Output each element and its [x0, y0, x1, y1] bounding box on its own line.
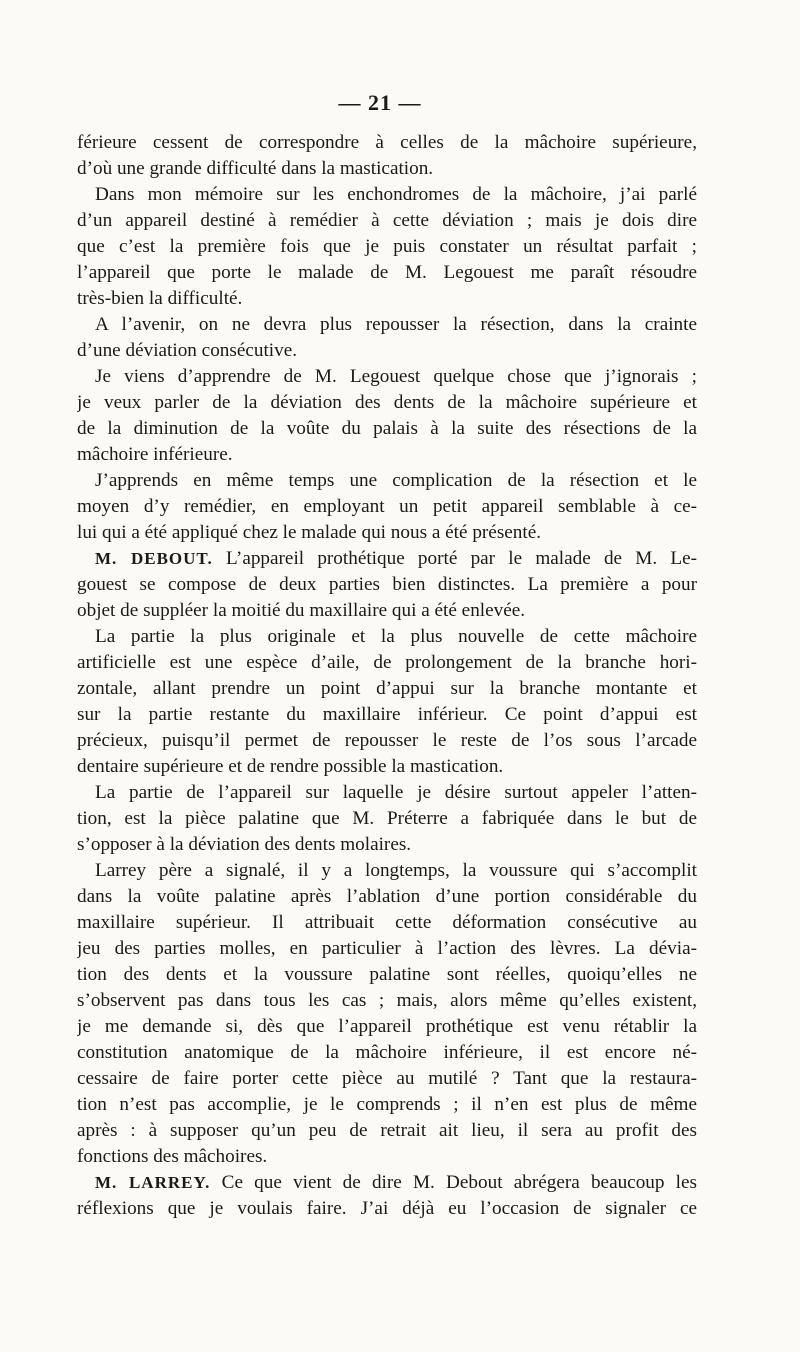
line-text: férieure cessent de correspondre à celles de la mâchoire supérieure, — [77, 132, 697, 153]
line-text: J’apprends en même temps une complication de la résection et le — [95, 470, 697, 491]
line-text: tion, est la pièce palatine que M. Préterre a fabriquée dans le but de — [77, 808, 697, 829]
text-line — [77, 1040, 697, 1066]
text-line — [77, 494, 697, 520]
line-text: artificielle est une espèce d’aile, de prolongement de la branche hori- — [77, 652, 697, 673]
line-text: fonctions des mâchoires. — [77, 1146, 268, 1167]
text-line — [77, 1014, 697, 1040]
line-text: dans la voûte palatine après l’ablation d’une portion considérable du — [77, 886, 697, 907]
page-number: — 21 — — [338, 90, 422, 115]
line-text: mâchoire inférieure. — [77, 444, 233, 465]
line-text: Je viens d’apprendre de M. Legouest quelque chose que j’ignorais ; — [95, 366, 697, 387]
text-line — [77, 1196, 697, 1222]
text-line — [77, 1170, 697, 1196]
text-line — [77, 884, 697, 910]
line-text: d’un appareil destiné à remédier à cette déviation ; mais je dois dire — [77, 210, 697, 231]
line-text: je me demande si, dès que l’appareil prothétique est venu rétablir la — [77, 1016, 697, 1037]
speaker-name: M. DEBOUT. — [95, 549, 213, 568]
text-line — [77, 364, 697, 390]
line-text: de la diminution de la voûte du palais à la suite des résections de la — [77, 418, 697, 439]
line-text: d’où une grande difficulté dans la mastication. — [77, 158, 434, 179]
line-text: L’appareil prothétique porté par le malade de M. Le- — [225, 548, 697, 569]
line-text: constitution anatomique de la mâchoire inférieure, il est encore né- — [77, 1042, 697, 1063]
text-line — [77, 182, 697, 208]
text-line — [77, 1092, 697, 1118]
text-line — [77, 936, 697, 962]
text-line — [77, 312, 697, 338]
text-line — [77, 416, 697, 442]
text-line — [77, 754, 697, 780]
line-text: je veux parler de la déviation des dents de la mâchoire supérieure et — [77, 392, 697, 413]
line-text: moyen d’y remédier, en employant un petit appareil semblable à ce- — [77, 496, 697, 517]
text-line — [77, 676, 697, 702]
line-text: que c’est la première fois que je puis constater un résultat parfait ; — [77, 236, 697, 257]
line-text: objet de suppléer la moitié du maxillaire qui a été enlevée. — [77, 600, 526, 621]
line-text: après : à supposer qu’un peu de retrait ait lieu, il sera au profit des — [77, 1120, 697, 1141]
line-text: La partie la plus originale et la plus nouvelle de cette mâchoire — [95, 626, 697, 647]
text-line — [77, 598, 697, 624]
text-line — [77, 1144, 697, 1170]
text-line — [77, 546, 697, 572]
line-text: A l’avenir, on ne devra plus repousser la résection, dans la crainte — [95, 314, 697, 335]
line-text: Larrey père a signalé, il y a longtemps, la voussure qui s’accomplit — [95, 860, 697, 881]
text-line — [77, 260, 697, 286]
line-text: La partie de l’appareil sur laquelle je désire surtout appeler l’atten- — [95, 782, 697, 803]
text-line — [77, 156, 697, 182]
line-text: s’observent pas dans tous les cas ; mais, alors même qu’elles existent, — [77, 990, 697, 1011]
line-text: cessaire de faire porter cette pièce au mutilé ? Tant que la restaura- — [77, 1068, 697, 1089]
line-text: lui qui a été appliqué chez le malade qui nous a été présenté. — [77, 522, 542, 543]
body-text — [77, 130, 697, 1222]
line-text: d’une déviation consécutive. — [77, 340, 298, 361]
text-line — [77, 572, 697, 598]
text-line — [77, 910, 697, 936]
line-text: Ce que vient de dire M. Debout abrégera beaucoup les — [221, 1172, 697, 1193]
text-line — [77, 780, 697, 806]
line-text: très-bien la difficulté. — [77, 288, 243, 309]
text-line — [77, 234, 697, 260]
text-line — [77, 624, 697, 650]
text-line — [77, 832, 697, 858]
text-line — [77, 442, 697, 468]
line-text: tion des dents et la voussure palatine sont réelles, quoiqu’elles ne — [77, 964, 697, 985]
text-line — [77, 338, 697, 364]
line-text: l’appareil que porte le malade de M. Legouest me paraît résoudre — [77, 262, 697, 283]
line-text: précieux, puisqu’il permet de repousser le reste de l’os sous l’arcade — [77, 730, 697, 751]
line-text: dentaire supérieure et de rendre possible la mastication. — [77, 756, 504, 777]
text-line — [77, 1118, 697, 1144]
text-line — [77, 1066, 697, 1092]
text-line — [77, 286, 697, 312]
line-text: maxillaire supérieur. Il attribuait cette déformation consécutive au — [77, 912, 697, 933]
text-line — [77, 962, 697, 988]
text-line — [77, 702, 697, 728]
line-text: zontale, allant prendre un point d’appui sur la branche montante et — [77, 678, 697, 699]
line-text: sur la partie restante du maxillaire inférieur. Ce point d’appui est — [77, 704, 697, 725]
line-text: s’opposer à la déviation des dents molaires. — [77, 834, 412, 855]
text-line — [77, 988, 697, 1014]
text-line — [77, 468, 697, 494]
line-text: jeu des parties molles, en particulier à l’action des lèvres. La dévia- — [77, 938, 697, 959]
line-text: Dans mon mémoire sur les enchondromes de la mâchoire, j’ai parlé — [95, 184, 697, 205]
line-text: réflexions que je voulais faire. J’ai déjà eu l’occasion de signaler ce — [77, 1198, 697, 1219]
text-line — [77, 806, 697, 832]
text-line — [77, 130, 697, 156]
text-line — [77, 650, 697, 676]
text-line — [77, 858, 697, 884]
speaker-name: M. LARREY. — [95, 1173, 211, 1192]
text-line — [77, 390, 697, 416]
line-text: gouest se compose de deux parties bien distinctes. La première a pour — [77, 574, 697, 595]
text-line — [77, 208, 697, 234]
text-line — [77, 520, 697, 546]
line-text: tion n’est pas accomplie, je le comprends ; il n’en est plus de même — [77, 1094, 697, 1115]
text-line — [77, 728, 697, 754]
